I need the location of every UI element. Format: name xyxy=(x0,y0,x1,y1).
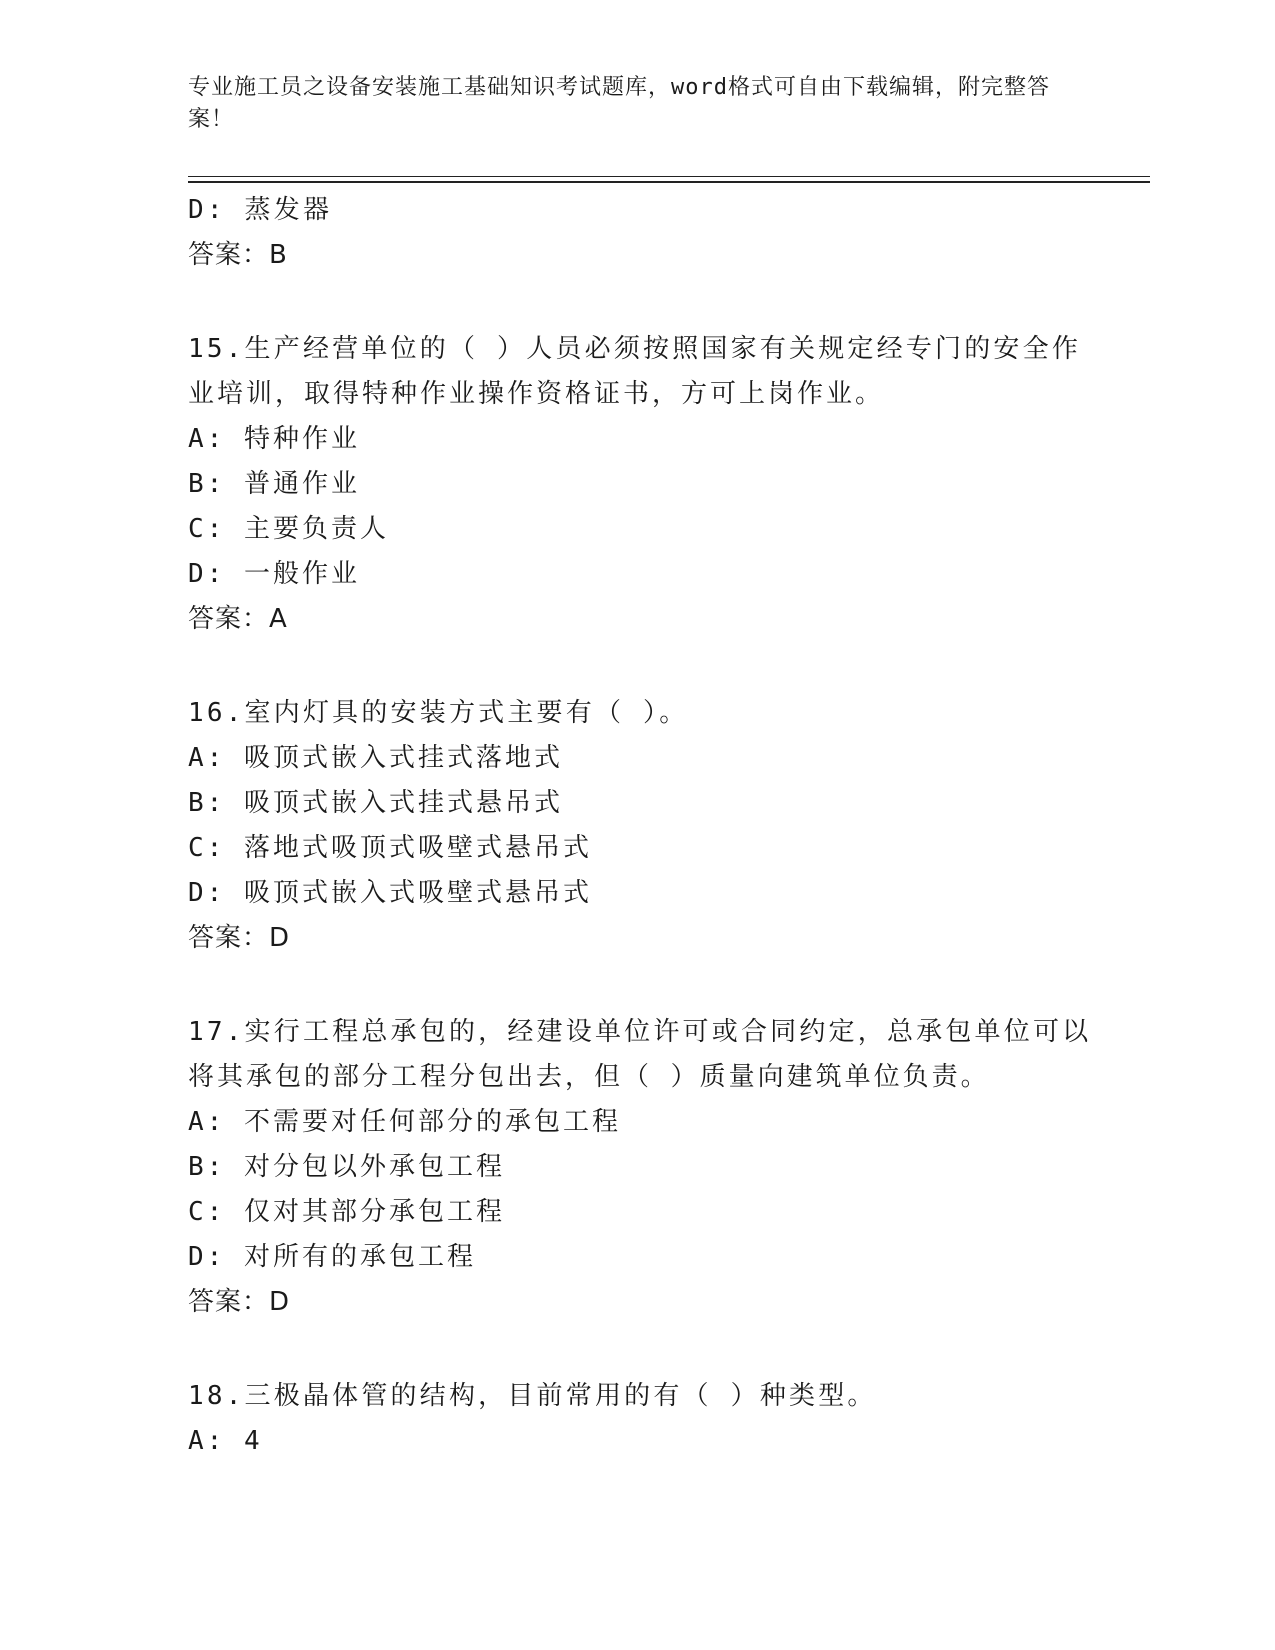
answer-line: 答案：A xyxy=(188,604,288,634)
answer-line: 答案：D xyxy=(188,923,291,953)
option-line: C: 主要负责人 xyxy=(188,514,389,544)
question-stem: 业培训，取得特种作业操作资格证书，方可上岗作业。 xyxy=(188,379,885,409)
question-stem: 将其承包的部分工程分包出去，但（ ）质量向建筑单位负责。 xyxy=(188,1062,990,1092)
document-header: 专业施工员之设备安装施工基础知识考试题库，word格式可自由下载编辑，附完整答案！ xyxy=(188,75,1050,132)
question-stem: 16.室内灯具的安装方式主要有（ ）。 xyxy=(188,698,689,728)
option-line: A: 4 xyxy=(188,1426,263,1456)
question-block xyxy=(188,327,1088,644)
answer-line: 答案：D xyxy=(188,1287,291,1317)
option-line: B: 吸顶式嵌入式挂式悬吊式 xyxy=(188,788,563,818)
option-line: A: 特种作业 xyxy=(188,424,360,454)
option-line: C: 仅对其部分承包工程 xyxy=(188,1197,505,1227)
option-line: A: 不需要对任何部分的承包工程 xyxy=(188,1107,621,1137)
option-line: D: 对所有的承包工程 xyxy=(188,1242,476,1272)
option-line: A: 吸顶式嵌入式挂式落地式 xyxy=(188,743,563,773)
answer-line: 答案：B xyxy=(188,240,288,270)
option-line: B: 对分包以外承包工程 xyxy=(188,1152,505,1182)
question-block xyxy=(188,1010,1092,1327)
header-divider-bottom xyxy=(188,181,1150,183)
question-stem: 18.三极晶体管的结构，目前常用的有（ ）种类型。 xyxy=(188,1381,877,1411)
question-stem: 15.生产经营单位的（ ）人员必须按照国家有关规定经专门的安全作 xyxy=(188,334,1082,364)
question-stem: 17.实行工程总承包的，经建设单位许可或合同约定，总承包单位可以 xyxy=(188,1017,1092,1047)
question-block xyxy=(188,1374,1088,1464)
option-line: D: 吸顶式嵌入式吸壁式悬吊式 xyxy=(188,878,592,908)
option-line: B: 普通作业 xyxy=(188,469,360,499)
option-line: D: 蒸发器 xyxy=(188,195,333,225)
option-line: D: 一般作业 xyxy=(188,559,360,589)
question-block xyxy=(188,691,1088,963)
question-block xyxy=(188,188,1088,280)
option-line: C: 落地式吸顶式吸壁式悬吊式 xyxy=(188,833,592,863)
question-list xyxy=(188,188,1092,1464)
header-divider-top xyxy=(188,176,1150,177)
